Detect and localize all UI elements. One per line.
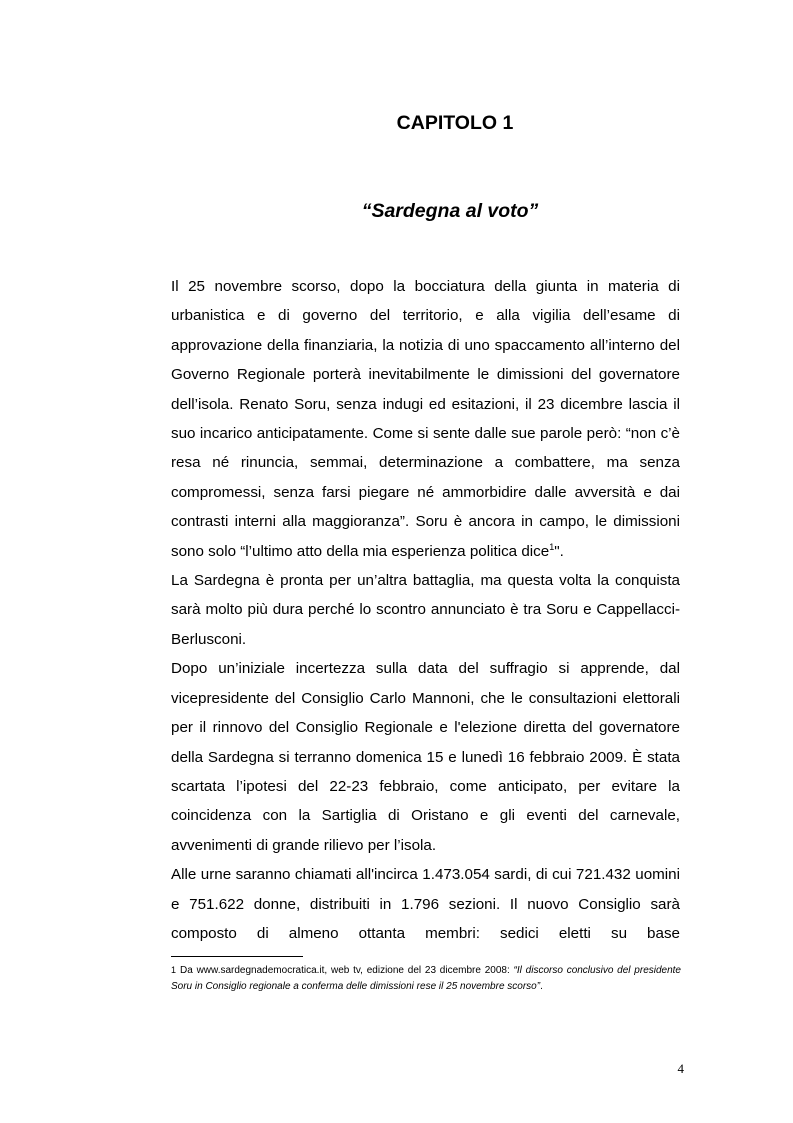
footnote-reference[interactable]: 1 xyxy=(549,541,555,552)
chapter-subtitle: “Sardegna al voto” xyxy=(361,200,539,222)
paragraph-4: Alle urne saranno chiamati all'incirca 1.473.054 sardi, di cui 721.432 uomini e 751.622 donne, distribuiti in 1.796 sezioni. Il nuovo Consiglio sarà composto di almeno ottanta membri: sedici eletti su base xyxy=(171,866,680,942)
footnote-text: Da www.sardegnademocratica.it, web tv, edizione del 23 dicembre 2008: xyxy=(180,965,514,976)
body-text xyxy=(171,272,680,948)
chapter-heading: CAPITOLO 1 xyxy=(396,112,514,134)
footnote xyxy=(171,963,681,994)
page-number: 4 xyxy=(677,1061,684,1076)
footnote-quote: “Il discorso conclusivo del presidente Soru in Consiglio regionale a conferma delle dimissioni rese il 25 novembre scorso” xyxy=(171,965,681,992)
paragraph-1-end: ". xyxy=(554,542,564,560)
paragraph-1 xyxy=(171,272,680,566)
footnote-separator xyxy=(171,956,303,957)
paragraph-1-text: Il 25 novembre scorso, dopo la bocciatura della giunta in materia di urbanistica e di governo del territorio, e alla vigilia dell’esame di approvazione della finanziaria, la notizia di uno spaccamento all’interno del Governo Regionale porterà inevitabilmente le dimissioni del governatore dell’isola. Renato Soru, senza indugi ed esitazioni, il 23 dicembre lascia il suo incarico anticipatamente. Come si sente dalle sue parole però: “non c’è resa né rinuncia, semmai, determinazione a combattere, ma senza compromessi, senza farsi piegare né ammorbidire dalle avversità e dai contrasti interni alla maggioranza”. Soru è ancora in campo, le dimissioni sono solo “l’ultimo atto della mia esperienza politica dice xyxy=(171,278,680,560)
paragraph-3: Dopo un’iniziale incertezza sulla data del suffragio si apprende, dal vicepresidente del Consiglio Carlo Mannoni, che le consultazioni elettorali per il rinnovo del Consiglio Regionale e l'elezione diretta del governatore della Sardegna si terranno domenica 15 e lunedì 16 febbraio 2009. È stata scartata l’ipotesi del 22-23 febbraio, come anticipato, per evitare la coincidenza con la Sartiglia di Oristano e gli eventi del carnevale, avvenimenti di grande rilievo per l’isola. xyxy=(171,660,680,854)
footnote-number: 1 xyxy=(171,965,177,975)
paragraph-2: La Sardegna è pronta per un’altra battaglia, ma questa volta la conquista sarà molto più dura perché lo scontro annunciato è tra Soru e Cappellacci-Berlusconi. xyxy=(171,572,680,648)
footnote-end: . xyxy=(540,980,543,992)
